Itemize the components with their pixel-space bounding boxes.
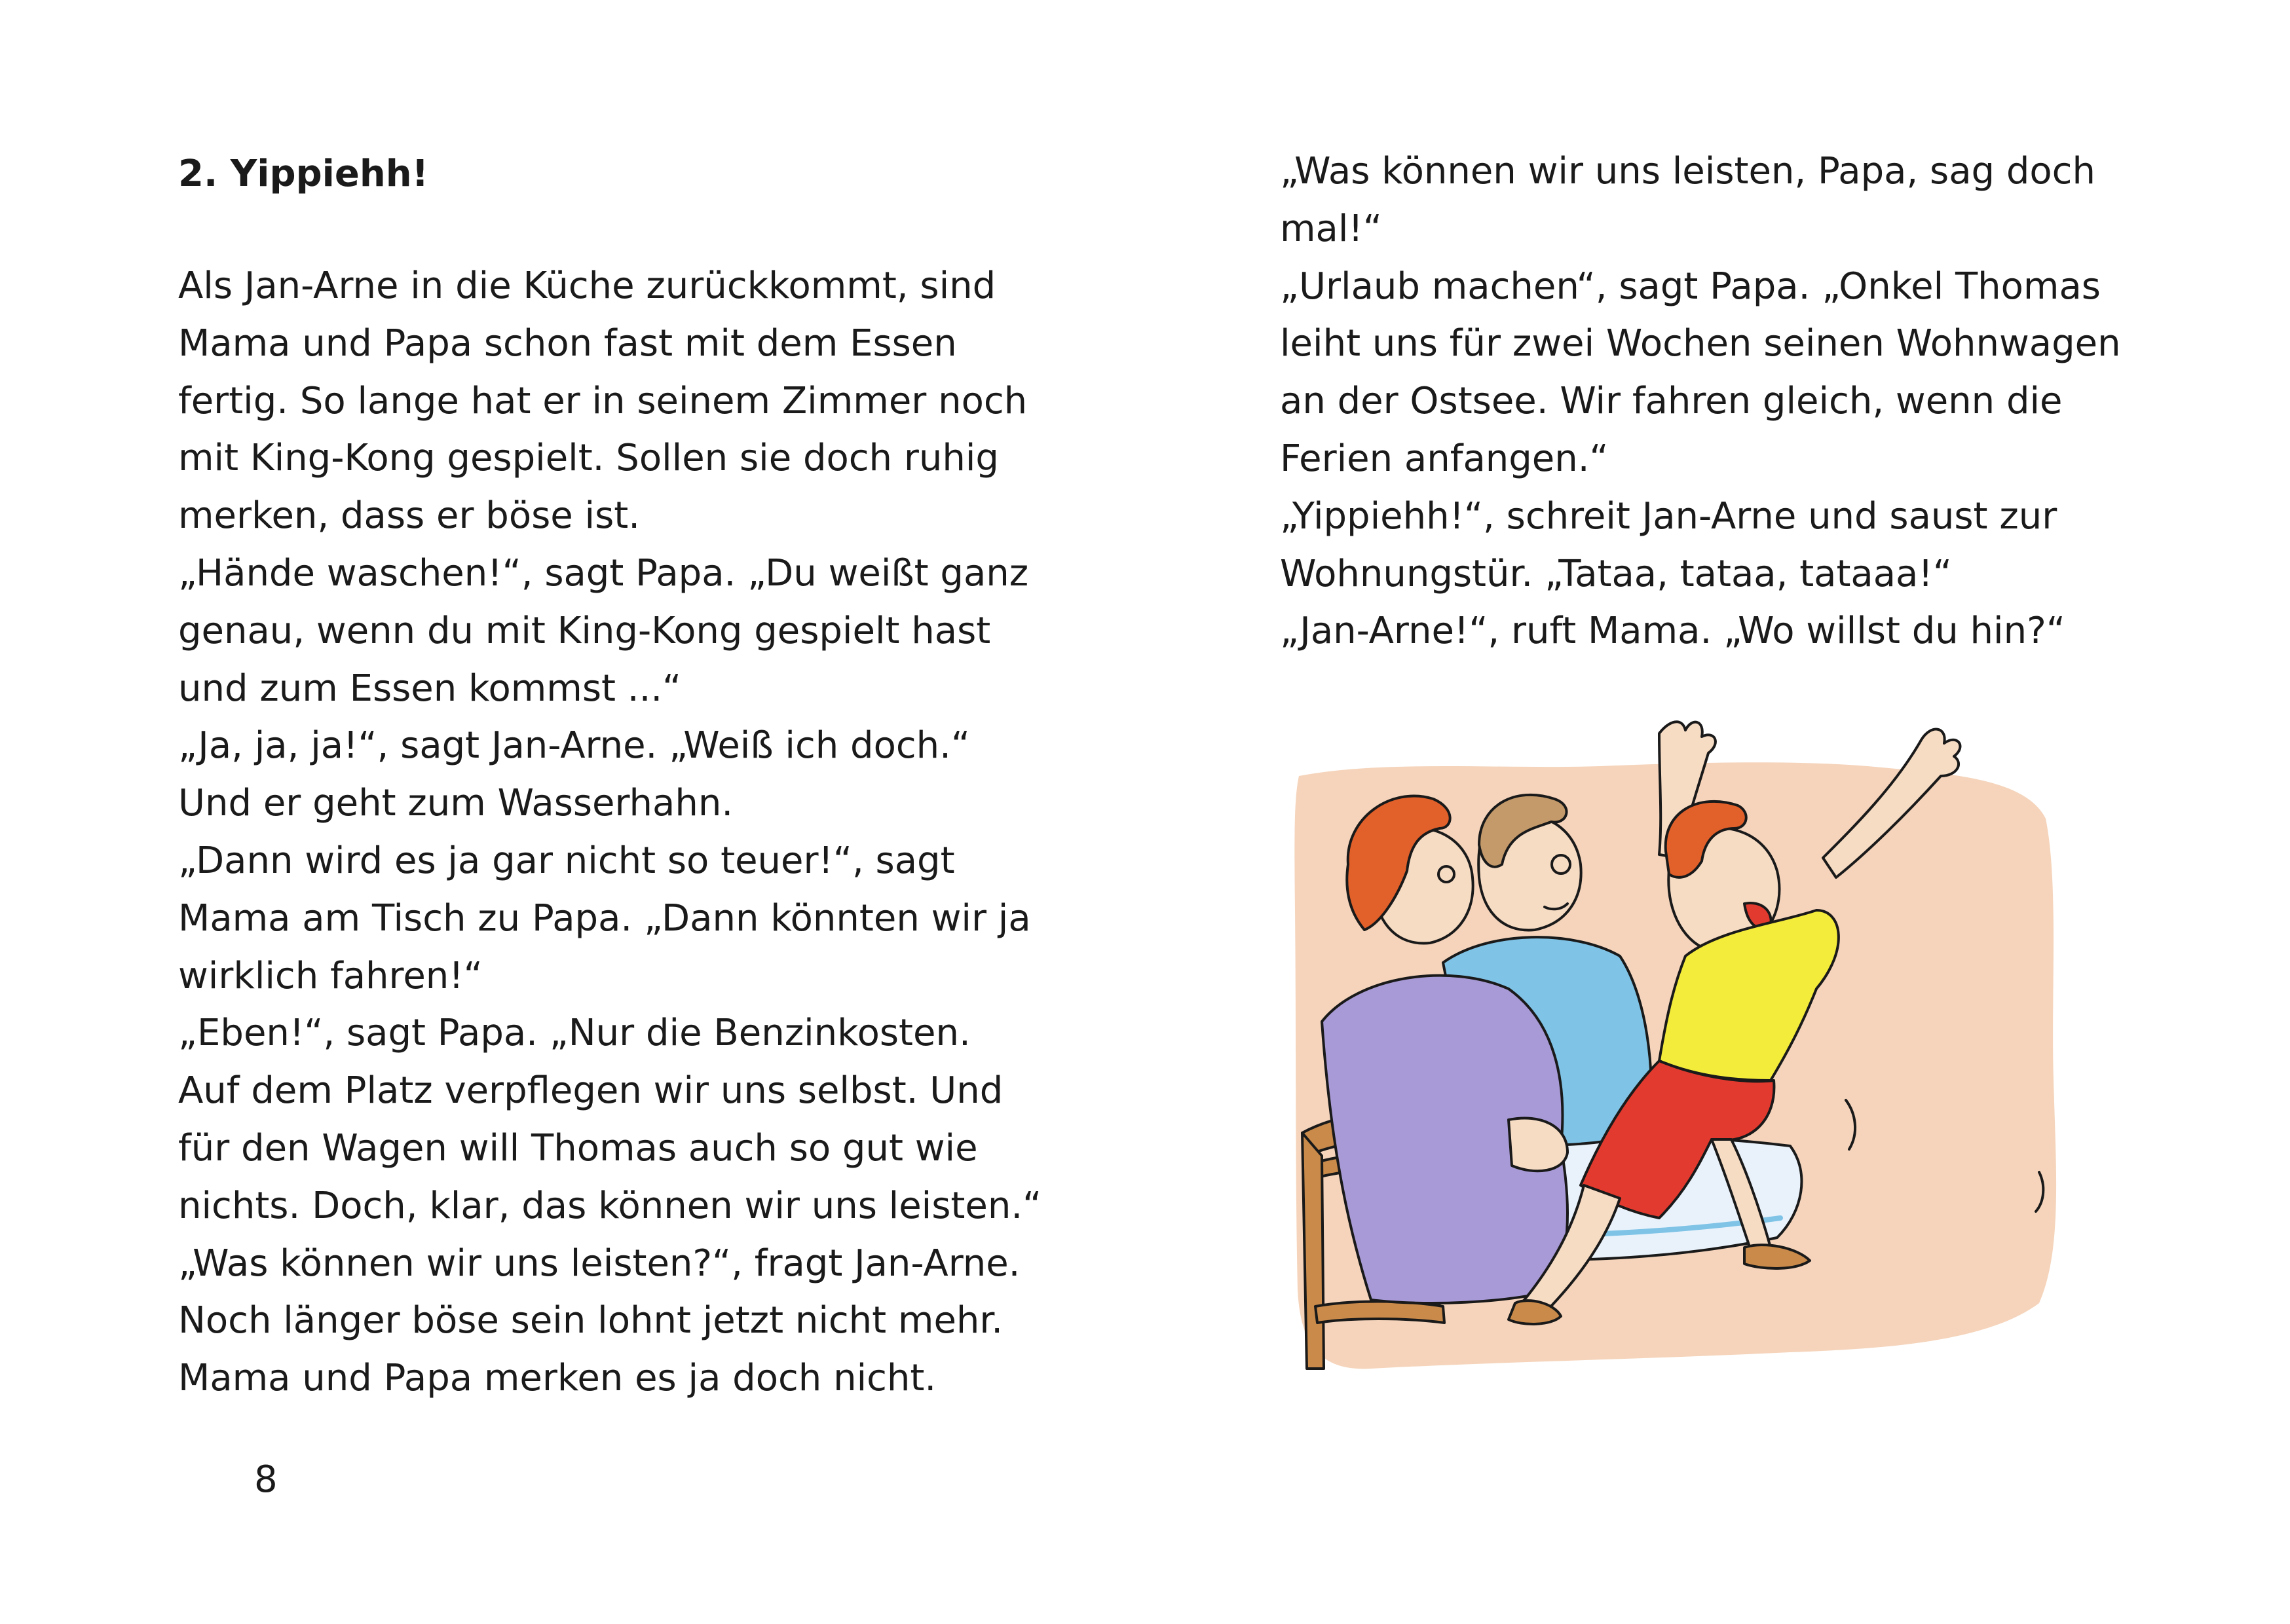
text-line: Mama und Papa schon fast mit dem Essen [178, 322, 957, 365]
text-line: fertig. So lange hat er in seinem Zimmer noch [178, 379, 1028, 422]
text-line: genau, wenn du mit King-Kong gespielt hast [178, 609, 991, 652]
text-line: „Jan-Arne!“, ruft Mama. „Wo willst du hin?“ [1280, 610, 2065, 653]
text-line: leiht uns für zwei Wochen seinen Wohnwagen [1280, 322, 2121, 365]
text-line: „Was können wir uns leisten?“, fragt Jan-Arne. [178, 1242, 1021, 1285]
text-line: Wohnungstür. „Tataa, tataa, tataaa!“ [1280, 552, 1952, 595]
text-line: Noch länger böse sein lohnt jetzt nicht mehr. [178, 1299, 1004, 1342]
text-line: „Urlaub machen“, sagt Papa. „Onkel Thomas [1280, 265, 2101, 308]
text-line: „Hände waschen!“, sagt Papa. „Du weißt ganz [178, 551, 1029, 595]
text-line: Mama und Papa merken es ja doch nicht. [178, 1357, 937, 1400]
text-line: Mama am Tisch zu Papa. „Dann könnten wir ja [178, 896, 1031, 940]
chapter-title: 2. Yippiehh! [178, 153, 429, 195]
right-body-text [1280, 143, 2121, 660]
text-line: mit King-Kong gespielt. Sollen sie doch ruhig [178, 437, 999, 480]
family-table-illustration [1292, 714, 2098, 1401]
text-line: „Dann wird es ja gar nicht so teuer!“, sagt [178, 839, 955, 882]
text-line: „Yippiehh!“, schreit Jan-Arne und saust zur [1280, 494, 2057, 538]
text-line: Als Jan-Arne in die Küche zurückkommt, sind [178, 265, 996, 307]
text-line: Und er geht zum Wasserhahn. [178, 782, 734, 825]
text-line: für den Wagen will Thomas auch so gut wie [178, 1126, 978, 1170]
page-number: 8 [254, 1458, 278, 1501]
text-line: „Ja, ja, ja!“, sagt Jan-Arne. „Weiß ich doch.“ [178, 724, 970, 767]
text-line: an der Ostsee. Wir fahren gleich, wenn die [1280, 380, 2063, 423]
text-line: „Was können wir uns leisten, Papa, sag doch [1280, 150, 2095, 193]
text-line: wirklich fahren!“ [178, 954, 483, 997]
left-body-text [178, 257, 1042, 1407]
text-line: und zum Essen kommst ...“ [178, 667, 682, 710]
text-line: mal!“ [1280, 207, 1382, 250]
text-line: merken, dass er böse ist. [178, 494, 641, 538]
text-line: nichts. Doch, klar, das können wir uns leisten.“ [178, 1184, 1042, 1227]
text-line: „Eben!“, sagt Papa. „Nur die Benzinkosten. [178, 1012, 971, 1055]
text-line: Auf dem Platz verpflegen wir uns selbst. Und [178, 1069, 1004, 1113]
right-page [1145, 0, 2290, 1624]
text-line: Ferien anfangen.“ [1280, 437, 1609, 480]
